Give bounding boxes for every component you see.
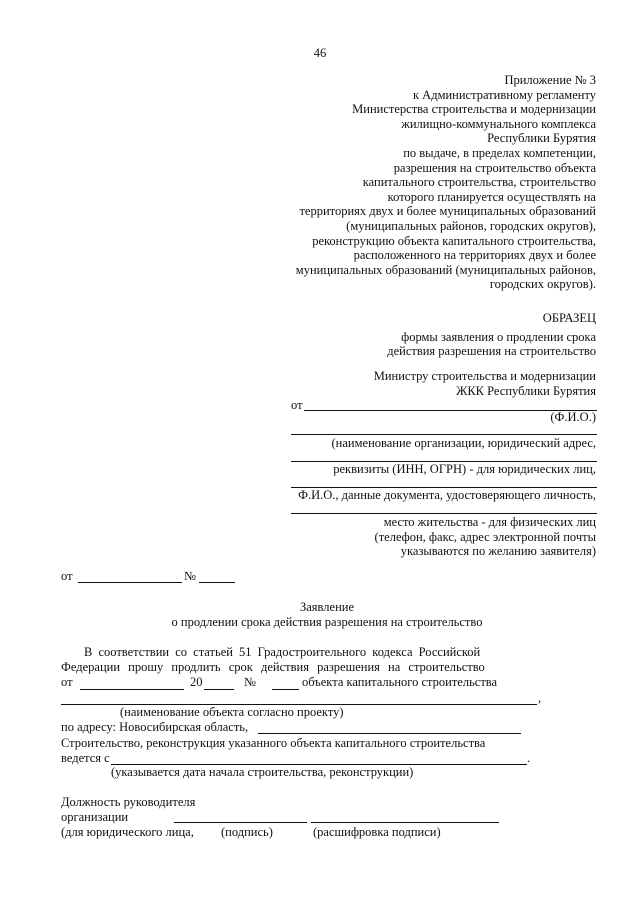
- appendix-line: капитального строительства, строительство: [362, 175, 596, 190]
- signature-decoding-line[interactable]: [311, 822, 499, 823]
- appendix-line: жилищно-коммунального комплекса: [401, 116, 596, 131]
- permit-year-label: 20: [190, 675, 203, 689]
- signature-field-line[interactable]: [174, 822, 307, 823]
- appendix-line: по выдаче, в пределах компетенции,: [403, 145, 596, 160]
- object-comma: ,: [538, 691, 542, 705]
- address-label: по адресу: Новосибирская область,: [61, 720, 249, 734]
- permit-year-line[interactable]: [204, 689, 234, 690]
- number-field-line[interactable]: [199, 582, 235, 583]
- page-number: 46: [313, 46, 327, 60]
- residence-hint-line: место жительства - для физических лиц: [383, 515, 596, 529]
- appendix-line: к Административному регламенту: [412, 87, 596, 102]
- date-number-label: №: [184, 569, 196, 583]
- start-date-period: .: [527, 751, 531, 765]
- permit-number-label: №: [244, 675, 256, 689]
- appendix-line: городских округов).: [489, 277, 596, 292]
- requisites-hint: реквизиты (ИНН, ОГРН) - для юридических лиц,: [333, 462, 596, 476]
- appendix-line: реконструкцию объекта капитального строительства,: [312, 233, 596, 248]
- construction-line: Строительство, реконструкция указанного объекта капитального строительства: [61, 736, 486, 750]
- start-date-hint: (указывается дата начала строительства, реконструкции): [111, 765, 414, 779]
- signature-decoding-hint: (расшифровка подписи): [313, 825, 441, 839]
- residence-hint-line: указываются по желанию заявителя): [400, 544, 596, 559]
- organization-field-line[interactable]: [291, 434, 597, 435]
- appendix-line: разрешения на строительство объекта: [393, 160, 596, 175]
- signature-hint-legal: (для юридического лица,: [61, 825, 194, 839]
- appendix-line: муниципальных образований (муниципальных районов,: [295, 262, 596, 277]
- permit-from-label: от: [61, 675, 73, 689]
- residence-hint-block: [375, 515, 596, 559]
- residence-field-line[interactable]: [291, 513, 597, 514]
- appendix-line: (муниципальных районов, городских округов),: [346, 218, 596, 233]
- appendix-line: расположенного на территориях двух и более: [353, 248, 596, 263]
- sample-line: действия разрешения на строительство: [387, 344, 596, 359]
- position-label-2: организации: [61, 810, 129, 824]
- from-label: от: [291, 398, 303, 412]
- statement-subtitle: о продлении срока действия разрешения на строительство: [171, 615, 483, 629]
- appendix-block: [296, 73, 596, 292]
- position-label-1: Должность руководителя: [61, 795, 196, 809]
- fio-hint: (Ф.И.О.): [550, 410, 596, 424]
- person-hint: Ф.И.О., данные документа, удостоверяющего личность,: [298, 488, 596, 502]
- object-label: объекта капитального строительства: [302, 675, 498, 689]
- addressee-line: Министру строительства и модернизации: [373, 369, 596, 383]
- body-line-2: Федерации прошу продлить срок действия разрешения на строительство: [61, 660, 485, 674]
- conducted-label: ведется с: [61, 751, 110, 765]
- object-name-hint: (наименование объекта согласно проекту): [120, 705, 344, 719]
- sample-line: формы заявления о продлении срока: [401, 329, 596, 344]
- body-line-1: В соответствии со статьей 51 Градостроительного кодекса Российской: [84, 645, 481, 659]
- sample-title: ОБРАЗЕЦ: [542, 311, 596, 325]
- permit-number-line[interactable]: [272, 689, 299, 690]
- date-field-line[interactable]: [78, 582, 182, 583]
- signature-hint: (подпись): [221, 825, 273, 839]
- addressee-line: ЖКК Республики Бурятия: [456, 383, 596, 398]
- appendix-line: Приложение № 3: [504, 73, 596, 87]
- sample-block: [387, 311, 596, 359]
- organization-hint: (наименование организации, юридический адрес,: [331, 436, 596, 450]
- appendix-line: территориях двух и более муниципальных образований: [299, 204, 596, 219]
- appendix-line: Республики Бурятия: [487, 131, 596, 146]
- statement-title: Заявление: [299, 600, 354, 614]
- appendix-line: Министерства строительства и модернизации: [352, 102, 596, 117]
- date-from-label: от: [61, 569, 73, 583]
- appendix-line: которого планируется осуществлять на: [387, 189, 596, 204]
- address-field-line[interactable]: [258, 733, 521, 734]
- residence-hint-line: (телефон, факс, адрес электронной почты: [374, 529, 596, 544]
- permit-date-line[interactable]: [80, 689, 184, 690]
- addressee-block: [374, 369, 596, 398]
